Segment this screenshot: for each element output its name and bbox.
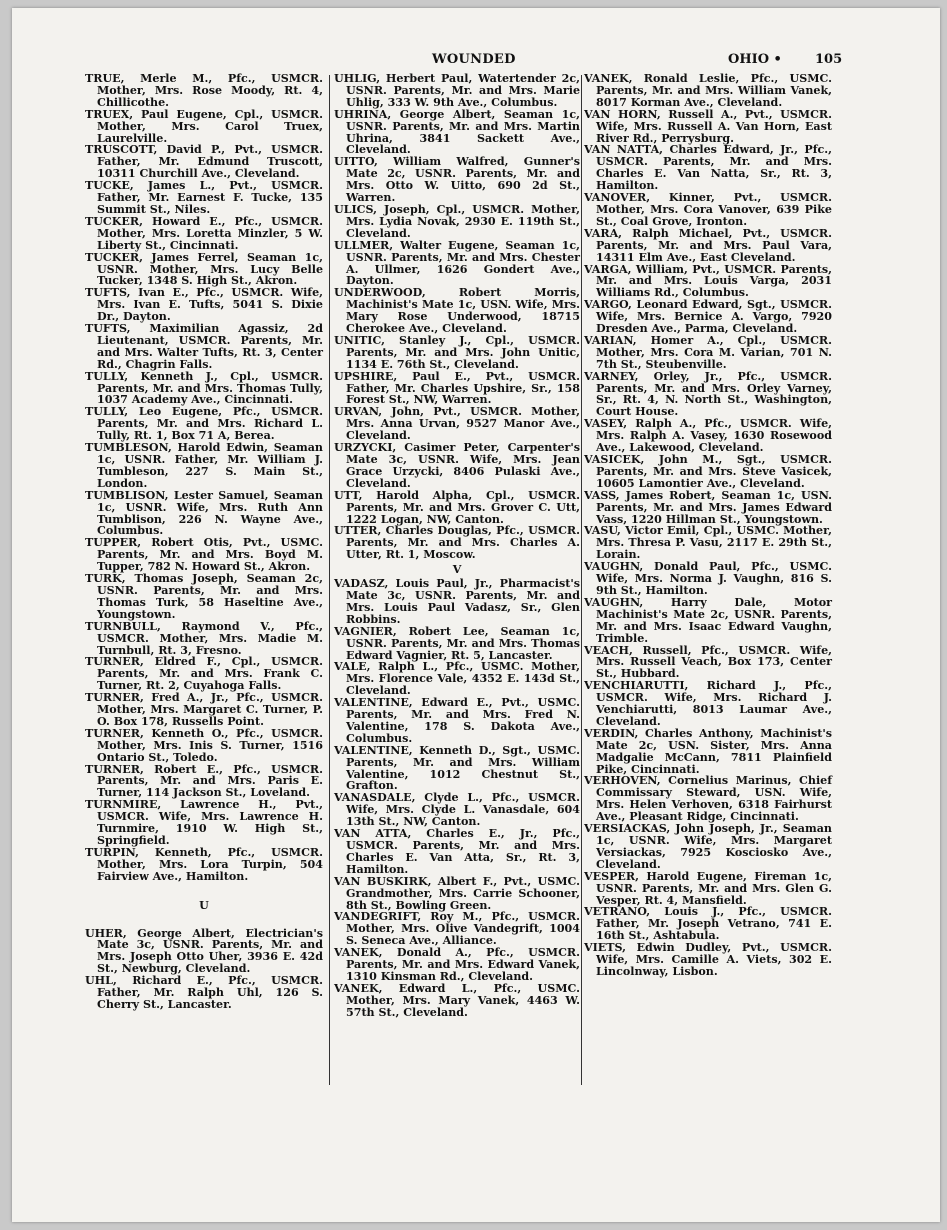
casualty-entry: TUFTS, Ivan E., Pfc., USMCR. Wife, Mrs. Ivan E. Tufts, 5041 S. Dixie Dr., Dayton.: [85, 286, 323, 324]
casualty-entry: TURNER, Eldred F., Cpl., USMCR. Parents, Mr. and Mrs. Frank C. Turner, Rt. 2, Cuyahoga Falls.: [85, 655, 323, 693]
column-3: [584, 73, 832, 978]
casualty-entry: URZYCKI, Casimer Peter, Carpenter's Mate 3c, USNR. Wife, Mrs. Jean Grace Urzycki, 8406 Pulaski Ave., Cleveland.: [334, 441, 580, 490]
casualty-entry: VAUGHN, Harry Dale, Motor Machinist's Mate 2c, USNR. Parents, Mr. and Mrs. Isaac Edward Vaughn, Trimble.: [584, 595, 832, 645]
casualty-entry: UTTER, Charles Douglas, Pfc., USMCR. Parents, Mr. and Mrs. Charles A. Utter, Rt. 1, Moscow.: [334, 524, 580, 562]
casualty-entry: VERHOVEN, Cornelius Marinus, Chief Commissary Steward, USN. Wife, Mrs. Helen Verhoven, 6318 Fairhurst Ave., Pleasant Ridge, Cincinnati.: [584, 774, 832, 824]
casualty-entry: VANEK, Edward L., Pfc., USMC. Mother, Mrs. Mary Vanek, 4463 W. 57th St., Cleveland.: [334, 981, 580, 1019]
casualty-entry: UNDERWOOD, Robert Morris, Machinist's Mate 1c, USN. Wife, Mrs. Mary Rose Underwood, 18715 Cherokee Ave., Cleveland.: [334, 286, 580, 336]
casualty-entry: VALE, Ralph L., Pfc., USMC. Mother, Mrs. Florence Vale, 4352 E. 143d St., Cleveland.: [334, 660, 580, 698]
casualty-entry: VASEY, Ralph A., Pfc., USMCR. Wife, Mrs. Ralph A. Vasey, 1630 Rosewood Ave., Lakewood, Cleveland.: [584, 417, 832, 455]
casualty-entry: VARA, Ralph Michael, Pvt., USMCR. Parents, Mr. and Mrs. Paul Vara, 14311 Elm Ave., East Cleveland.: [584, 226, 832, 264]
state-heading: OHIO •: [728, 52, 782, 67]
casualty-entry: VAN NATTA, Charles Edward, Jr., Pfc., USMCR. Parents, Mr. and Mrs. Charles E. Van Natta, Sr., Rt. 3, Hamilton.: [584, 143, 832, 193]
casualty-entry: UITTO, William Walfred, Gunner's Mate 2c, USNR. Parents, Mr. and Mrs. Otto W. Uitto, 690 2d St., Warren.: [334, 155, 580, 205]
column-divider: [329, 75, 330, 1085]
casualty-entry: TUCKE, James L., Pvt., USMCR. Father, Mr. Earnest F. Tucke, 135 Summit St., Niles.: [85, 179, 323, 216]
section-spacer: [85, 914, 323, 928]
casualty-entry: UHL, Richard E., Pfc., USMCR. Father, Mr. Ralph Uhl, 126 S. Cherry St., Lancaster.: [85, 974, 323, 1011]
casualty-entry: TURNER, Robert E., Pfc., USMCR. Parents, Mr. and Mrs. Paris E. Turner, 114 Jackson St., Loveland.: [85, 762, 323, 800]
casualty-entry: TULLY, Leo Eugene, Pfc., USMCR. Parents, Mr. and Mrs. Richard L. Tully, Rt. 1, Box 71 A, Berea.: [85, 405, 323, 443]
casualty-entry: VAN BUSKIRK, Albert F., Pvt., USMC. Grandmother, Mrs. Carrie Schooner, 8th St., Bowling Green.: [334, 874, 580, 912]
casualty-entry: TURNMIRE, Lawrence H., Pvt., USMCR. Wife, Mrs. Lawrence H. Turnmire, 1910 W. High St., Springfield.: [85, 798, 323, 847]
casualty-entry: VESPER, Harold Eugene, Fireman 1c, USNR. Parents, Mr. and Mrs. Glen G. Vesper, Rt. 4, Mansfield.: [584, 869, 832, 907]
column-divider: [581, 75, 582, 1085]
casualty-entry: TURK, Thomas Joseph, Seaman 2c, USNR. Parents, Mr. and Mrs. Thomas Turk, 58 Haseltine Ave., Youngstown.: [85, 572, 323, 621]
casualty-entry: VANEK, Donald A., Pfc., USMCR. Parents, Mr. and Mrs. Edward Vanek, 1310 Kinsman Rd., Cleveland.: [334, 946, 580, 983]
casualty-entry: ULLMER, Walter Eugene, Seaman 1c, USNR. Parents, Mr. and Mrs. Chester A. Ullmer, 1626 Gondert Ave., Dayton.: [334, 238, 580, 288]
casualty-entry: VAUGHN, Donald Paul, Pfc., USMC. Wife, Mrs. Norma J. Vaughn, 816 S. 9th St., Hamilton.: [584, 560, 832, 597]
casualty-entry: VERDIN, Charles Anthony, Machinist's Mate 2c, USN. Sister, Mrs. Anna Madgalie McCann, 7811 Plainfield Pike, Cincinnati.: [584, 726, 832, 776]
casualty-entry: VADASZ, Louis Paul, Jr., Pharmacist's Mate 3c, USNR. Parents, Mr. and Mrs. Louis Paul Vadasz, Sr., Glen Robbins.: [334, 577, 580, 626]
casualty-entry: TURNER, Kenneth O., Pfc., USMCR. Mother, Mrs. Inis S. Turner, 1516 Ontario St., Toledo.: [85, 726, 323, 764]
casualty-entry: TUCKER, James Ferrel, Seaman 1c, USNR. Mother, Mrs. Lucy Belle Tucker, 1348 S. High St., Akron.: [85, 250, 323, 288]
casualty-entry: VAN ATTA, Charles E., Jr., Pfc., USMCR. Parents, Mr. and Mrs. Charles E. Van Atta, Sr., Rt. 3, Hamilton.: [334, 827, 580, 876]
casualty-entry: TURPIN, Kenneth, Pfc., USMCR. Mother, Mrs. Lora Turpin, 504 Fairview Ave., Hamilton.: [85, 845, 323, 883]
casualty-entry: URVAN, John, Pvt., USMCR. Mother, Mrs. Anna Urvan, 9527 Manor Ave., Cleveland.: [334, 405, 580, 443]
casualty-entry: VIETS, Edwin Dudley, Pvt., USMCR. Wife, Mrs. Camille A. Viets, 302 E. Lincolnway, Lisbon.: [584, 941, 832, 978]
casualty-entry: TRUSCOTT, David P., Pvt., USMCR. Father, Mr. Edmund Truscott, 10311 Churchill Ave., Cleveland.: [85, 143, 323, 181]
casualty-entry: VARGA, William, Pvt., USMCR. Parents, Mr. and Mrs. Louis Varga, 2031 Williams Rd., Columbus.: [584, 262, 832, 300]
section-letter: V: [452, 563, 462, 577]
casualty-entry: VEACH, Russell, Pfc., USMCR. Wife, Mrs. Russell Veach, Box 173, Center St., Hubbard.: [584, 643, 832, 681]
column-1: [85, 73, 323, 1011]
casualty-entry: VARIAN, Homer A., Cpl., USMCR. Mother, Mrs. Cora M. Varian, 701 N. 7th St., Steubenville.: [584, 333, 832, 371]
casualty-entry: UHRINA, George Albert, Seaman 1c, USNR. Parents, Mr. and Mrs. Martin Uhrina, 3841 Sackett Ave., Cleveland.: [334, 107, 580, 157]
casualty-entry: VALENTINE, Edward E., Pvt., USMC. Parents, Mr. and Mrs. Fred N. Valentine, 178 S. Dakota Ave., Columbus.: [334, 696, 580, 745]
section-letter: U: [199, 898, 209, 912]
section-spacer: [85, 883, 323, 897]
casualty-entry: VAGNIER, Robert Lee, Seaman 1c, USNR. Parents, Mr. and Mrs. Thomas Edward Vagnier, Rt. 5, Lancaster.: [334, 624, 580, 662]
casualty-entry: VANOVER, Kinner, Pvt., USMCR. Mother, Mrs. Cora Vanover, 639 Pike St., Coal Grove, Ironton.: [584, 191, 832, 228]
casualty-entry: TURNER, Fred A., Jr., Pfc., USMCR. Mother, Mrs. Margaret C. Turner, P. O. Box 178, Russells Point.: [85, 691, 323, 728]
casualty-entry: VALENTINE, Kenneth D., Sgt., USMC. Parents, Mr. and Mrs. William Valentine, 1012 Chestnut St., Grafton.: [334, 743, 580, 793]
page-title: WOUNDED: [432, 52, 516, 67]
casualty-entry: UTT, Harold Alpha, Cpl., USMCR. Parents, Mr. and Mrs. Grover C. Utt, 1222 Logan, NW, Canton.: [334, 488, 580, 526]
casualty-entry: UPSHIRE, Paul E., Pvt., USMCR. Father, Mr. Charles Upshire, Sr., 158 Forest St., NW, Warren.: [334, 369, 580, 407]
column-2: [334, 73, 580, 1019]
casualty-entry: UHLIG, Herbert Paul, Watertender 2c, USNR. Parents, Mr. and Mrs. Marie Uhlig, 333 W. 9th Ave., Columbus.: [334, 72, 580, 109]
casualty-entry: VANASDALE, Clyde L., Pfc., USMCR. Wife, Mrs. Clyde L. Vanasdale, 604 13th St., NW, Canton.: [334, 791, 580, 829]
casualty-entry: VASS, James Robert, Seaman 1c, USN. Parents, Mr. and Mrs. James Edward Vass, 1220 Hillman St., Youngstown.: [584, 488, 832, 526]
casualty-entry: VERSIACKAS, John Joseph, Jr., Seaman 1c, USNR. Wife, Mrs. Margaret Versiackas, 7925 Kosciosko Ave., Cleveland.: [584, 822, 832, 871]
casualty-entry: VAN HORN, Russell A., Pvt., USMCR. Wife, Mrs. Russell A. Van Horn, East River Rd., Perrysburg.: [584, 107, 832, 145]
casualty-entry: VENCHIARUTTI, Richard J., Pfc., USMCR. Wife, Mrs. Richard J. Venchiarutti, 8013 Laumar Ave., Cleveland.: [584, 679, 832, 728]
casualty-entry: VETRANO, Louis J., Pfc., USMCR. Father, Mr. Joseph Vetrano, 741 E. 16th St., Ashtabula.: [584, 905, 832, 943]
casualty-entry: TUPPER, Robert Otis, Pvt., USMC. Parents, Mr. and Mrs. Boyd M. Tupper, 782 N. Howard St., Akron.: [85, 536, 323, 574]
casualty-entry: VARGO, Leonard Edward, Sgt., USMCR. Wife, Mrs. Bernice A. Vargo, 7920 Dresden Ave., Parma, Cleveland.: [584, 298, 832, 336]
casualty-entry: VASU, Victor Emil, Cpl., USMC. Mother, Mrs. Thresa P. Vasu, 2117 E. 29th St., Lorain.: [584, 524, 832, 562]
casualty-entry: TUMBLESON, Harold Edwin, Seaman 1c, USNR. Father, Mr. William J. Tumbleson, 227 S. Main St., London.: [85, 441, 323, 490]
casualty-entry: TUMBLISON, Lester Samuel, Seaman 1c, USNR. Wife, Mrs. Ruth Ann Tumblison, 226 N. Wayne Ave., Columbus.: [85, 488, 323, 538]
casualty-entry: TURNBULL, Raymond V., Pfc., USMCR. Mother, Mrs. Madie M. Turnbull, Rt. 3, Fresno.: [85, 619, 323, 657]
casualty-entry: TRUEX, Paul Eugene, Cpl., USMCR. Mother, Mrs. Carol Truex, Laurelville.: [85, 107, 323, 145]
casualty-entry: TULLY, Kenneth J., Cpl., USMCR. Parents, Mr. and Mrs. Thomas Tully, 1037 Academy Ave., Cincinnati.: [85, 369, 323, 407]
casualty-entry: UNITIC, Stanley J., Cpl., USMCR. Parents, Mr. and Mrs. John Unitic, 1134 E. 76th St., Cleveland.: [334, 333, 580, 371]
casualty-entry: VARNEY, Orley, Jr., Pfc., USMCR. Parents, Mr. and Mrs. Orley Varney, Sr., Rt. 4, N. North St., Washington, Court House.: [584, 369, 832, 419]
casualty-entry: VANDEGRIFT, Roy M., Pfc., USMCR. Mother, Mrs. Olive Vandegrift, 1004 S. Seneca Ave., Alliance.: [334, 910, 580, 948]
casualty-entry: VASICEK, John M., Sgt., USMCR. Parents, Mr. and Mrs. Steve Vasicek, 10605 Lamontier Ave., Cleveland.: [584, 453, 832, 490]
casualty-entry: TUFTS, Maximilian Agassiz, 2d Lieutenant, USMCR. Parents, Mr. and Mrs. Walter Tufts, Rt. 3, Center Rd., Chagrin Falls.: [85, 322, 323, 371]
page-number: 105: [815, 52, 843, 67]
casualty-entry: TRUE, Merle M., Pfc., USMCR. Mother, Mrs. Rose Moody, Rt. 4, Chillicothe.: [85, 72, 323, 109]
casualty-entry: UHER, George Albert, Electrician's Mate 3c, USNR. Parents, Mr. and Mrs. Joseph Otto Uher, 3936 E. 42d St., Newburg, Cleveland.: [85, 926, 323, 976]
casualty-entry: VANEK, Ronald Leslie, Pfc., USMC. Parents, Mr. and Mrs. William Vanek, 8017 Korman Ave., Cleveland.: [584, 72, 832, 109]
casualty-entry: ULICS, Joseph, Cpl., USMCR. Mother, Mrs. Lydia Novak, 2930 E. 119th St., Cleveland.: [334, 202, 580, 240]
casualty-entry: TUCKER, Howard E., Pfc., USMCR. Mother, Mrs. Loretta Minzler, 5 W. Liberty St., Cincinnati.: [85, 214, 323, 252]
